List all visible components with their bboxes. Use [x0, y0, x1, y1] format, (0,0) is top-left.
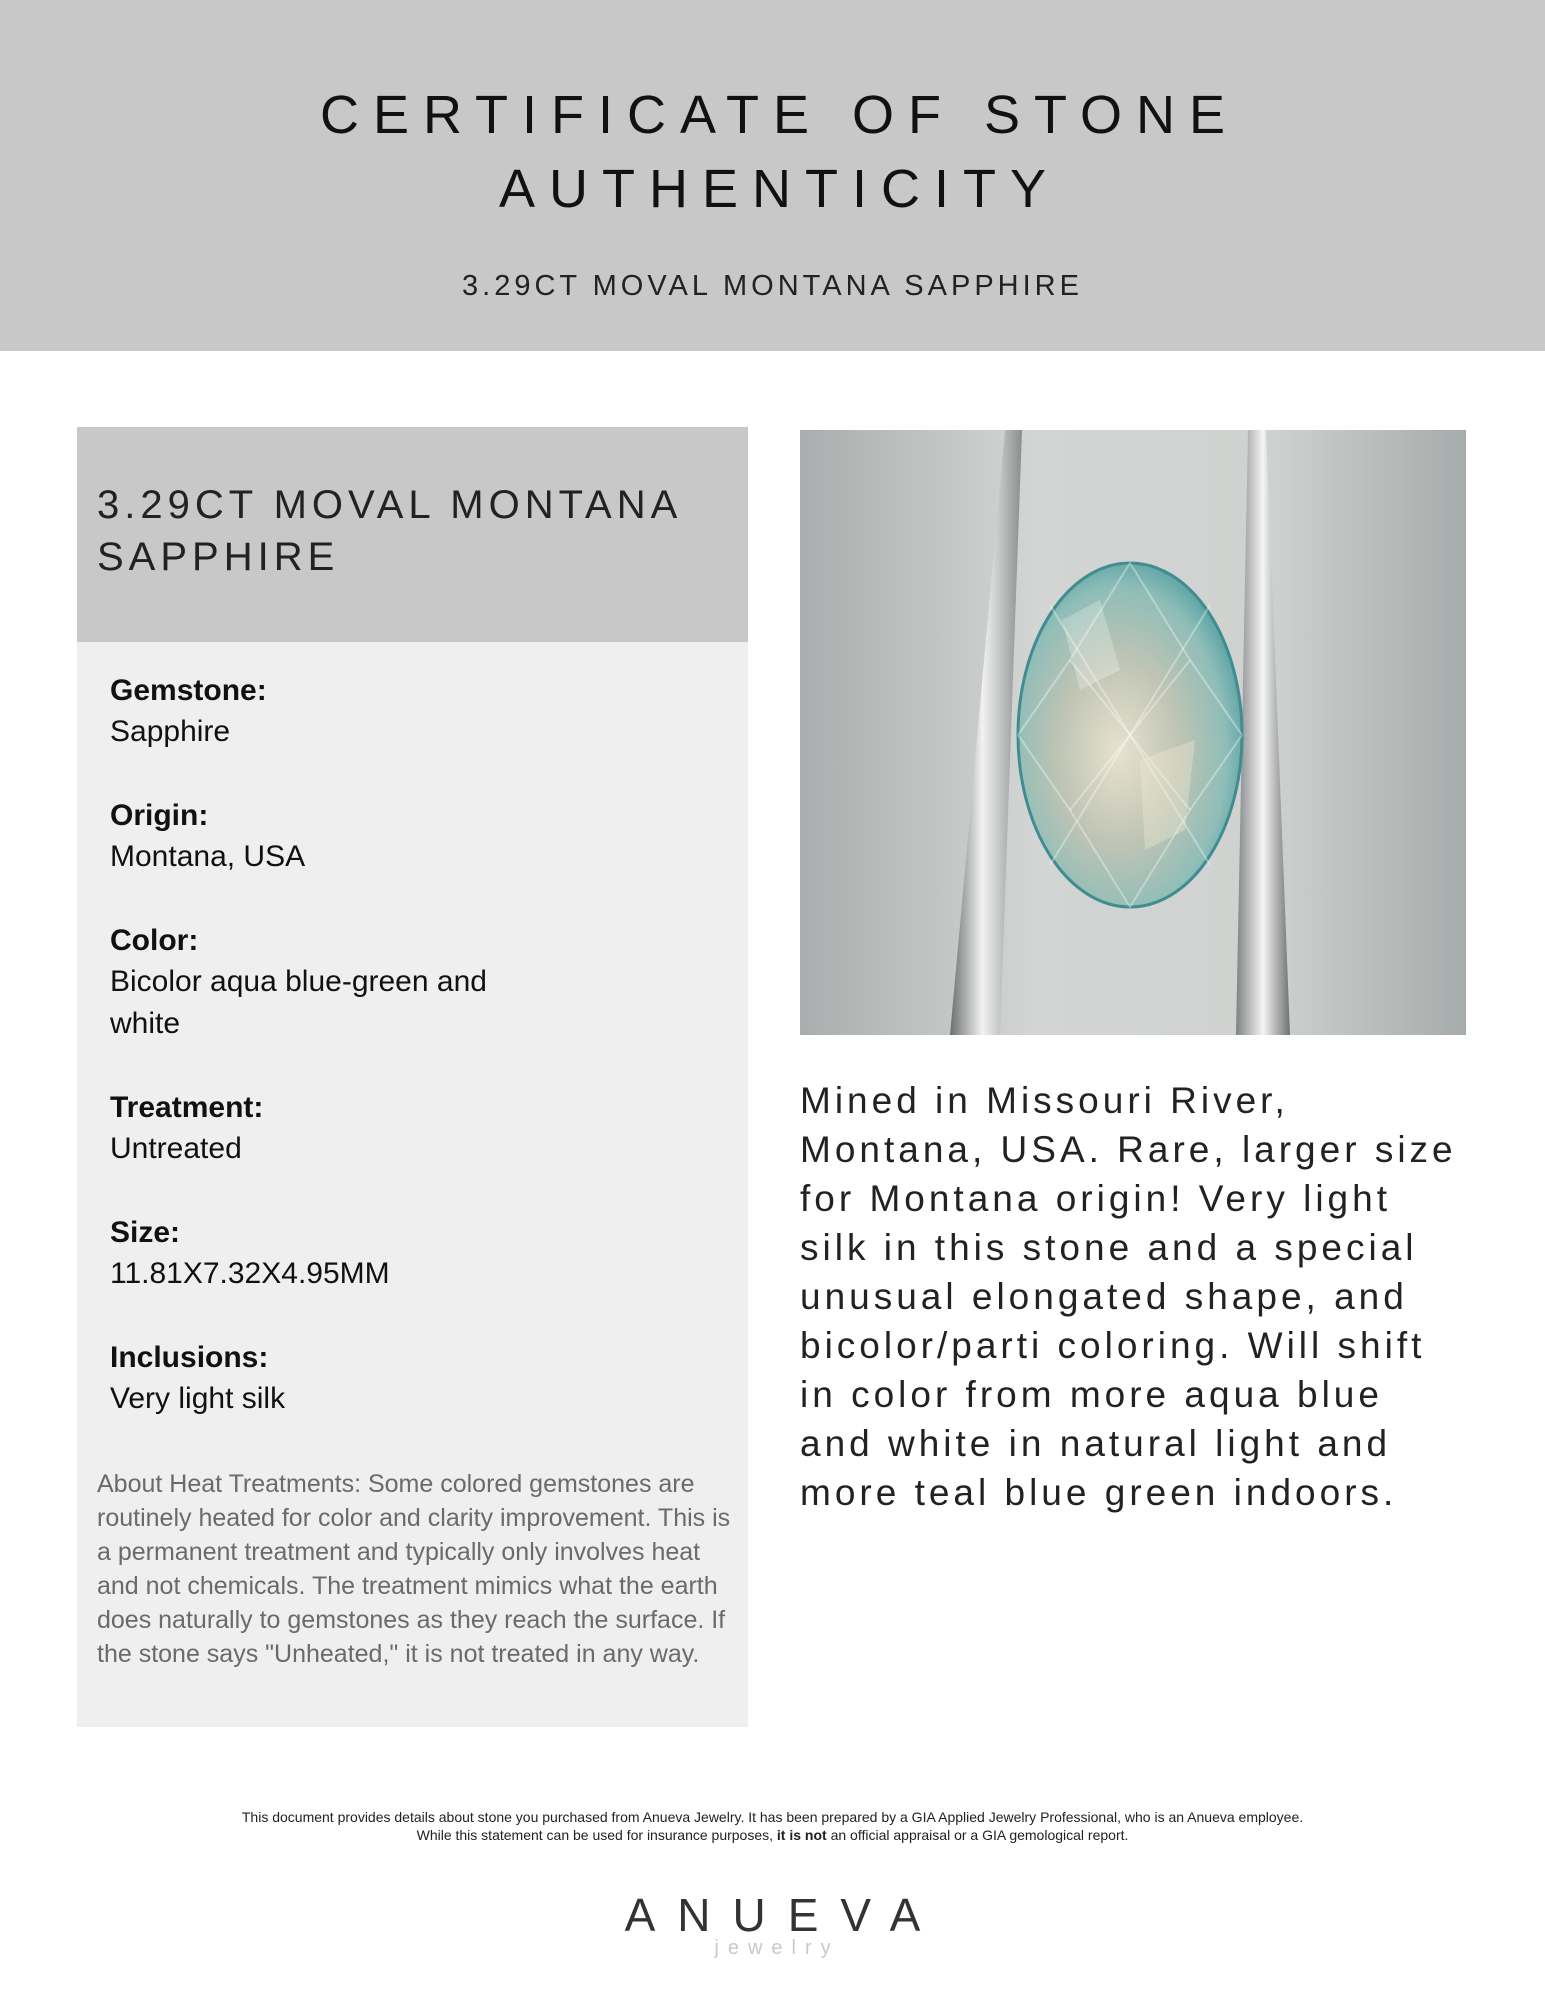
disclaimer: This document provides details about stone you purchased from Anueva Jewelry. It has been prepared by a GIA Applied Jewelry Professional, who is an Anueva employee. While this statement can be used for insurance purposes, it is not an official appraisal or a GIA gemological report.	[241, 1809, 1304, 1843]
brand-tagline: jewelry	[714, 1937, 840, 1959]
certificate-subtitle: 3.29CT MOVAL MONTANA SAPPHIRE	[462, 270, 1083, 302]
spec-label: Inclusions:	[110, 1341, 269, 1374]
spec-label: Origin:	[110, 799, 209, 832]
stone-name: 3.29CT MOVAL MONTANA SAPPHIRE	[97, 483, 683, 579]
spec-inclusions	[110, 1338, 670, 1420]
spec-value: Bicolor aqua blue-green and	[110, 965, 487, 998]
spec-value: Very light silk	[110, 1382, 286, 1415]
spec-value: white	[110, 1007, 181, 1040]
stone-description: Mined in Missouri River, Montana, USA. Rare, larger size for Montana origin! Very light silk in this stone and a special unusual elongated shape, and bicolor/parti coloring. Will shift in color from more aqua blue and white in natural light and more teal blue green indoors.	[800, 1080, 1457, 1513]
spec-treatment	[110, 1088, 670, 1170]
spec-value: Montana, USA	[110, 840, 306, 873]
spec-value: 11.81X7.32X4.95MM	[110, 1257, 390, 1290]
spec-origin	[110, 796, 670, 878]
certificate-header	[0, 0, 1545, 351]
heat-treatment-note: About Heat Treatments: Some colored gemstones are routinely heated for color and clarity improvement. This is a permanent treatment and typically only involves heat and not chemicals. The treatment mimics what the earth does naturally to gemstones as they reach the surface. If the stone says "Unheated," it is not treated in any way.	[97, 1470, 731, 1668]
spec-value: Sapphire	[110, 715, 231, 748]
spec-label: Color:	[110, 924, 199, 957]
stone-details-panel	[77, 427, 748, 1727]
brand-name: ANUEVA	[624, 1889, 943, 1941]
spec-size	[110, 1213, 670, 1295]
spec-label: Gemstone:	[110, 674, 267, 707]
sapphire-photo	[800, 430, 1466, 1035]
spec-label: Treatment:	[110, 1091, 264, 1124]
brand-logo	[0, 1888, 1545, 1958]
stone-details-heading	[77, 427, 748, 642]
spec-color	[110, 921, 670, 1045]
spec-value: Untreated	[110, 1132, 242, 1165]
spec-label: Size:	[110, 1216, 181, 1249]
certificate-title: CERTIFICATE OF STONE AUTHENTICITY	[319, 85, 1240, 219]
spec-gemstone	[110, 671, 670, 753]
